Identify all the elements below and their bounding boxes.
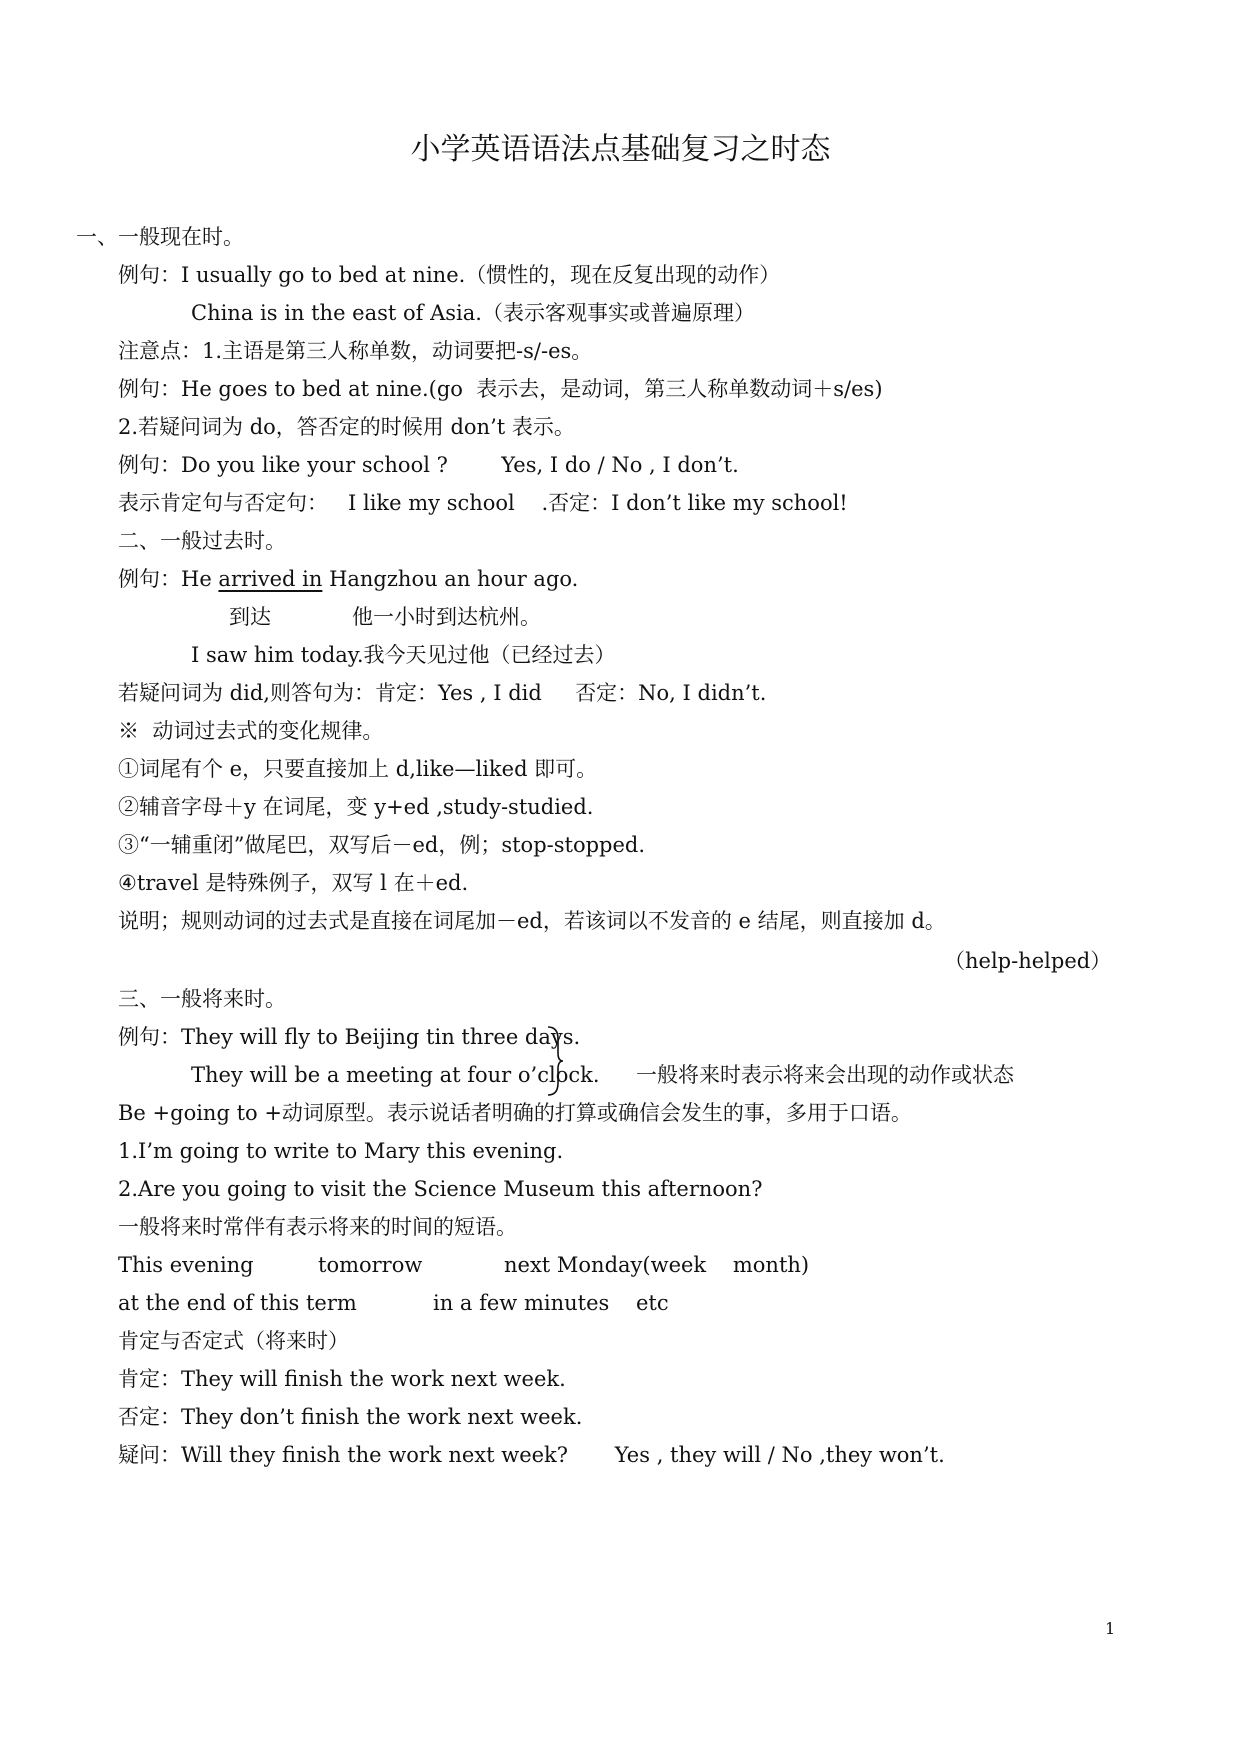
section-1-heading: 一、一般现在时。 [76, 225, 244, 249]
section-1-example-2: China is in the east of Asia.（表示客观事实或普遍原理） [191, 301, 755, 325]
section-3-example-1: 例句：They will fly to Beijing tin three days. [118, 1025, 581, 1049]
rule-4: ④travel 是特殊例子，双写 l 在＋ed. [118, 871, 469, 895]
gloss-word: 到达 [229, 605, 271, 629]
gloss-sentence: 他一小时到达杭州。 [352, 605, 541, 629]
section-3-example-2: They will be a meeting at four o’clock. [191, 1063, 600, 1087]
section-1-example-1: 例句：I usually go to bed at nine.（惯性的，现在反复出现的动作） [118, 263, 781, 287]
section-1-affirmative-negative: 表示肯定句与否定句： I like my school .否定：I don’t like my school! [118, 491, 848, 515]
rule-3: ③“一辅重闭”做尾巴，双写后－ed，例；stop-stopped. [118, 833, 646, 857]
time-phrase: This evening [118, 1253, 254, 1277]
time-phrase-intro: 一般将来时常伴有表示将来的时间的短语。 [118, 1215, 517, 1239]
section-3-example-note: 一般将来时表示将来会出现的动作或状态 [636, 1063, 1014, 1087]
example-prefix: 例句：He [118, 567, 219, 591]
rule-2: ②辅音字母＋y 在词尾，变 y+ed ,study-studied. [118, 795, 594, 819]
section-1-example-4: 例句：Do you like your school ? Yes, I do / No , I don’t. [118, 453, 739, 477]
negative-form: 否定：They don’t finish the work next week. [118, 1405, 583, 1429]
rule-1: ①词尾有个 e，只要直接加上 d,like—liked 即可。 [118, 757, 598, 781]
affirmative-form: 肯定：They will finish the work next week. [118, 1367, 566, 1391]
question-form: 疑问：Will they finish the work next week? Yes , they will / No ,they won’t. [118, 1443, 945, 1467]
time-phrase: at the end of this term [118, 1291, 357, 1315]
section-2-answer: 若疑问词为 did,则答句为：肯定：Yes , I did 否定：No, I didn’t. [118, 681, 767, 705]
section-1-example-3: 例句：He goes to bed at nine.(go 表示去，是动词，第三人称单数动词＋s/es) [118, 377, 883, 401]
be-going-to-rule: Be +going to +动词原型。表示说话者明确的打算或确信会发生的事，多用于口语。 [118, 1101, 912, 1125]
underlined-phrase: arrived in [218, 567, 323, 591]
rule-explanation: 说明；规则动词的过去式是直接在词尾加－ed，若该词以不发音的 e 结尾，则直接加 d。 [118, 909, 946, 933]
example-suffix: Hangzhou an hour ago. [322, 567, 579, 591]
section-1-note-2: 2.若疑问词为 do，答否定的时候用 don’t 表示。 [118, 415, 575, 439]
page-number: 1 [1105, 1619, 1116, 1638]
section-2-example-2: I saw him today.我今天见过他（已经过去） [191, 643, 616, 667]
forms-heading: 肯定与否定式（将来时） [118, 1329, 349, 1353]
rule-explanation-example: （help-helped） [944, 949, 1112, 973]
page-title: 小学英语语法点基础复习之时态 [410, 132, 831, 167]
sentence-1: 1.I’m going to write to Mary this evening. [118, 1139, 564, 1163]
section-2-example-1 [118, 564, 578, 594]
section-2-heading: 二、一般过去时。 [118, 529, 286, 553]
section-1-note-1: 注意点：1.主语是第三人称单数，动词要把-s/-es。 [118, 339, 593, 363]
rule-heading: ※ 动词过去式的变化规律。 [118, 719, 384, 743]
time-phrase: in a few minutes etc [433, 1291, 669, 1315]
sentence-2: 2.Are you going to visit the Science Museum this afternoon? [118, 1177, 763, 1201]
section-3-heading: 三、一般将来时。 [118, 987, 286, 1011]
time-phrase: next Monday(week month) [504, 1253, 810, 1277]
time-phrase: tomorrow [318, 1253, 423, 1277]
